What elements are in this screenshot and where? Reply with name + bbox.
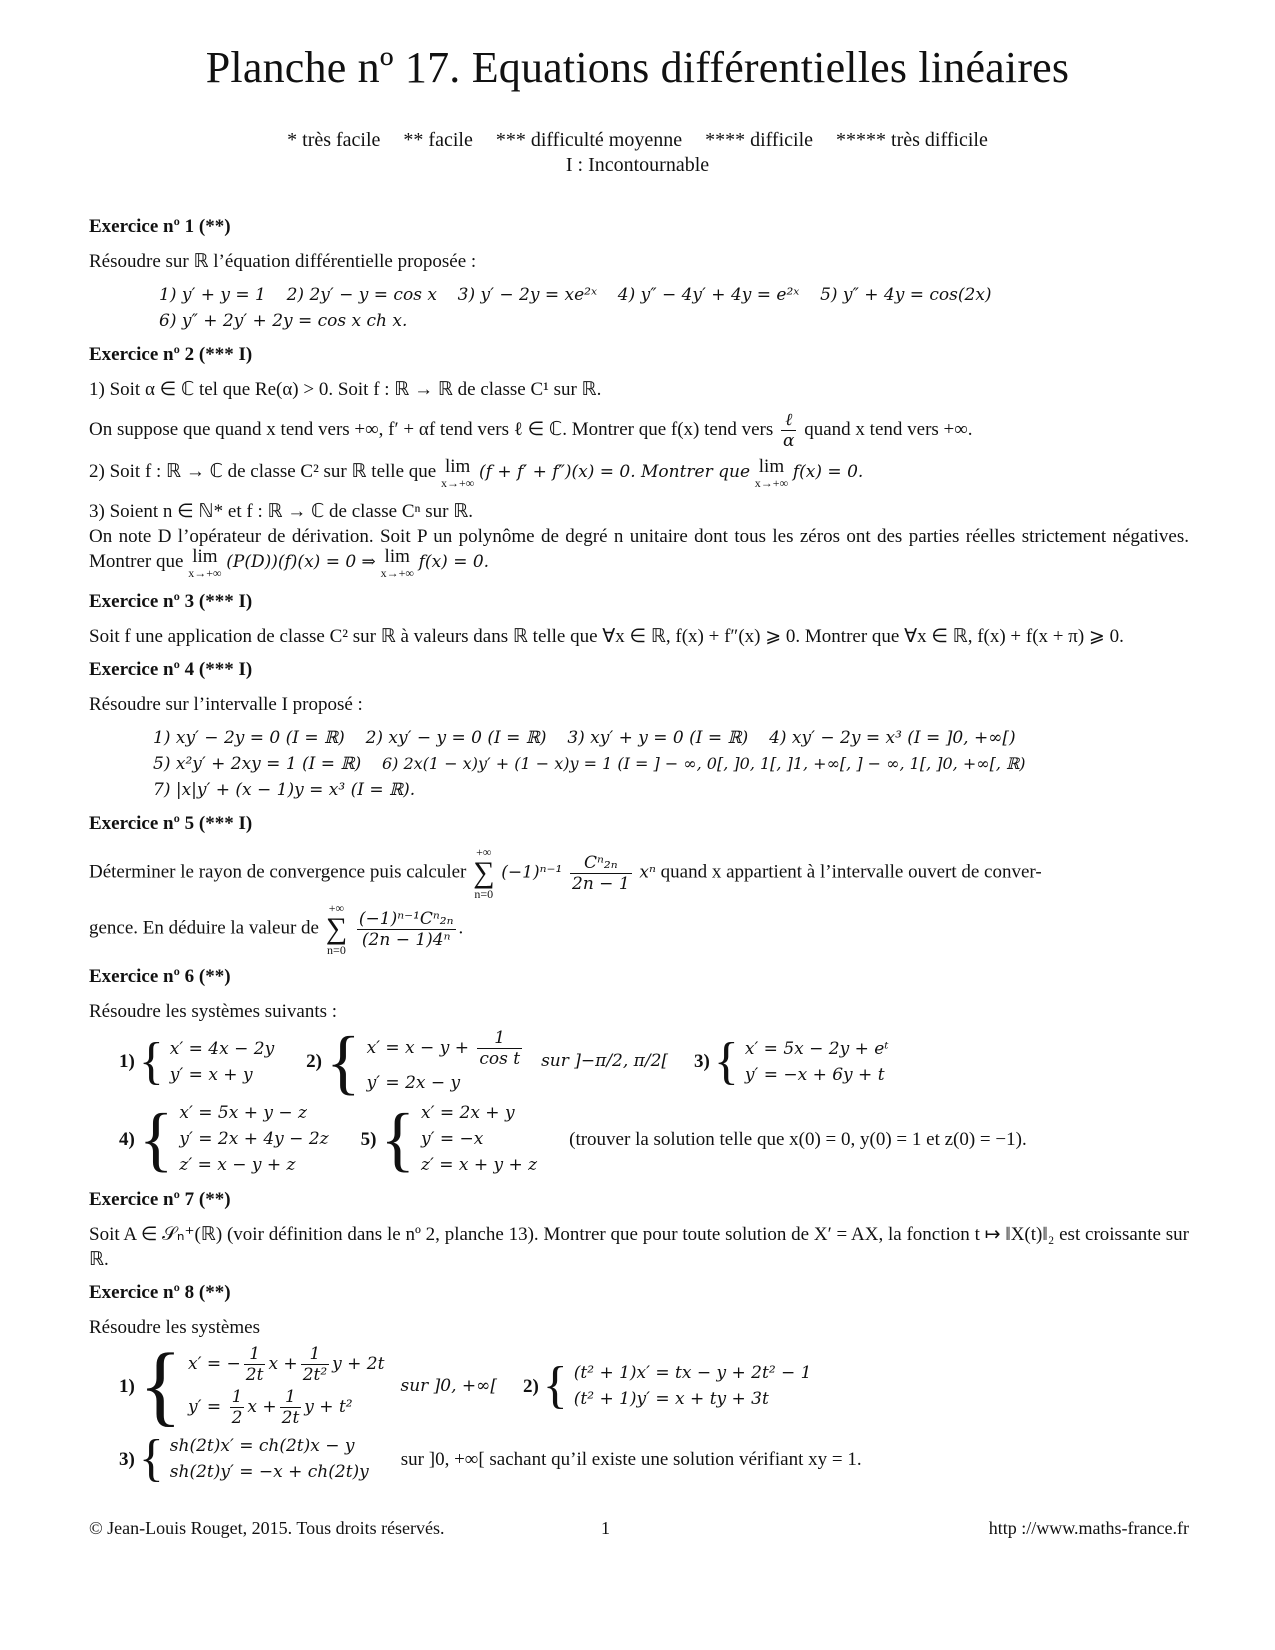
exercise-1-item: 3) y′ − 2y = xe²ˣ — [457, 285, 597, 305]
system-equation: z′ = x + y + z — [421, 1155, 538, 1175]
legend-medium: *** difficulté moyenne — [495, 129, 683, 151]
exercise-6-intro: Résoudre les systèmes suivants : — [89, 1001, 338, 1022]
exercise-4-item: 3) xy′ + y = 0 (I = ℝ) — [567, 728, 749, 748]
system-label: 3) — [694, 1051, 710, 1072]
limit-label: lim — [384, 546, 410, 567]
exercise-4-item: 1) xy′ − 2y = 0 (I = ℝ) — [153, 728, 345, 748]
exercise-5-xn: xⁿ — [639, 862, 656, 883]
system-equation: x′ = 4x − 2y — [169, 1038, 275, 1059]
system-label: 2) — [306, 1051, 322, 1072]
limit-subscript: x→+∞ — [188, 566, 222, 580]
limit — [440, 456, 475, 491]
fraction — [230, 1387, 245, 1428]
exercise-1-item: 4) y″ − 4y′ + 4y = e²ˣ — [617, 285, 800, 305]
system-equation — [184, 1344, 388, 1385]
system-equation: (t² + 1)y′ = x + ty + 3t — [573, 1389, 769, 1409]
system-8-1 — [182, 1342, 390, 1430]
sum-upper: +∞ — [328, 901, 345, 915]
fraction-numerator: ℓ — [781, 410, 796, 431]
system-8-3 — [164, 1432, 375, 1486]
limit-label: lim — [758, 456, 785, 477]
exercise-2-text: (f + f′ + f″)(x) = 0. Montrer que — [479, 462, 751, 482]
exercise-2-text: f(x) = 0. — [418, 552, 490, 572]
exercise-6-row-1 — [119, 1021, 1189, 1102]
exercise-2-heading: Exercice nº 2 (*** I) — [89, 344, 253, 365]
exercise-5-line-1 — [89, 846, 1189, 900]
fraction-denominator: 2t — [245, 1365, 264, 1385]
copyright: © Jean-Louis Rouget, 2015. Tous droits réservés. — [89, 1518, 445, 1538]
exercise-2-line-3 — [89, 456, 1189, 491]
fraction-denominator: cos t — [479, 1049, 521, 1069]
exercise-2-text: On note D l’opérateur de dérivation. Soit P un polynôme de degré n unitaire dont tous les zéros ont des parties réelles strictement négatives. Montrer que — [89, 526, 1189, 572]
system-5-note: (trouver la solution telle que x(0) = 0, y(0) = 1 et z(0) = −1). — [569, 1128, 1027, 1150]
limit — [188, 546, 222, 581]
legend-very-hard: ***** très difficile — [836, 129, 988, 151]
limit-label: lim — [444, 456, 471, 477]
system-4 — [173, 1099, 334, 1179]
left-brace-icon: { — [713, 1032, 739, 1090]
sum-symbol — [326, 902, 347, 956]
fraction-denominator: 2t — [281, 1408, 300, 1428]
exercise-5-text: quand x appartient à l’intervalle ouvert de conver- — [660, 861, 1042, 883]
equation-part: x′ = x − y + — [366, 1038, 469, 1058]
exercise-8-heading: Exercice nº 8 (**) — [89, 1282, 231, 1303]
limit — [754, 456, 789, 491]
fraction-denominator: (2n − 1)4ⁿ — [361, 929, 451, 950]
system-label: 1) — [119, 1051, 135, 1072]
system-equation: x′ = 5x − 2y + eᵗ — [744, 1038, 889, 1059]
left-brace-icon: { — [138, 1032, 164, 1090]
exercise-1-item: 1) y′ + y = 1 — [159, 285, 266, 305]
fraction — [301, 1344, 329, 1385]
fraction — [570, 853, 632, 894]
exercise-2-text: 2) Soit f : ℝ → ℂ de classe C² sur ℝ telle que — [89, 461, 437, 482]
exercise-5-sign: (−1)ⁿ⁻¹ — [501, 862, 563, 883]
fraction-numerator: 1 — [280, 1387, 302, 1408]
exercises — [89, 214, 1189, 1488]
exercise-1-item: 5) y″ + 4y = cos(2x) — [820, 285, 992, 305]
page-title: Planche nº 17. Equations différentielles linéaires — [205, 43, 1070, 92]
left-brace-icon: { — [138, 1430, 164, 1487]
exercise-2-line-2 — [89, 410, 1189, 451]
system-equation: z′ = x − y + z — [179, 1155, 296, 1175]
page-number: 1 — [601, 1518, 610, 1538]
system-equation: y′ = −x + 6y + t — [744, 1064, 885, 1085]
legend-hard: **** difficile — [705, 129, 814, 151]
fraction-denominator: 2n − 1 — [572, 873, 630, 894]
interval-note: sur ]0, +∞[ — [400, 1375, 497, 1396]
fraction — [477, 1028, 522, 1069]
system-equation: x′ = 5x + y − z — [179, 1103, 307, 1123]
system-equation: y′ = −x — [421, 1129, 484, 1149]
exercise-3-heading: Exercice nº 3 (*** I) — [89, 591, 253, 612]
equation-part: x′ = − — [188, 1354, 241, 1374]
fraction — [280, 1387, 302, 1428]
left-brace-icon: { — [138, 1336, 183, 1435]
system-equation: sh(2t)x′ = ch(2t)x − y — [169, 1436, 355, 1456]
left-brace-icon: { — [542, 1357, 568, 1414]
system-label: 2) — [522, 1375, 539, 1397]
fraction-denominator: α — [783, 431, 795, 451]
fraction-numerator: 1 — [244, 1344, 266, 1365]
exercise-7-heading: Exercice nº 7 (**) — [89, 1189, 231, 1210]
system-2 — [361, 1026, 532, 1097]
exercise-7-text: Soit A ∈ 𝒮ₙ⁺(ℝ) (voir définition dans le nº 2, planche 13). Montrer que pour toute solution de X′ = AX, la fonction t ↦ ‖X(t)‖₂ est croissante sur ℝ. — [89, 1224, 1189, 1270]
fraction-numerator: Cⁿ₂ₙ — [570, 853, 632, 874]
fraction-numerator: 1 — [477, 1028, 522, 1049]
legend-incontournable: I : Incontournable — [565, 154, 710, 176]
left-brace-icon: { — [380, 1099, 415, 1179]
exercise-5-heading: Exercice nº 5 (*** I) — [89, 813, 253, 834]
exercise-4-item: 6) 2x(1 − x)y′ + (1 − x)y = 1 (I = ] − ∞, 0[, ]0, 1[, ]1, +∞[, ] − ∞, 1[, ]0, +∞[, ℝ) — [381, 754, 1026, 773]
fraction-denominator: 2 — [231, 1408, 243, 1428]
legend-easy: ** facile — [403, 129, 473, 151]
fraction-denominator: 2t² — [302, 1365, 328, 1385]
system-equation: sh(2t)y′ = −x + ch(2t)y — [169, 1462, 369, 1482]
difficulty-legend — [0, 128, 1275, 178]
exercise-8-row-1 — [119, 1336, 1189, 1435]
system-5 — [415, 1099, 543, 1179]
system-equation — [363, 1028, 530, 1069]
left-brace-icon: { — [138, 1099, 174, 1179]
exercise-5-text: gence. En déduire la valeur de — [89, 917, 319, 939]
exercise-4-item: 5) x²y′ + 2xy = 1 (I = ℝ) — [153, 754, 362, 774]
system-8-2 — [568, 1359, 818, 1413]
interval-note: sur ]−π/2, π/2[ — [541, 1051, 669, 1071]
system-equation: y′ = x + y — [169, 1064, 253, 1085]
equation-part: y + t² — [304, 1397, 353, 1417]
system-equation: x′ = 2x + y — [421, 1103, 515, 1123]
fraction-l-over-alpha — [781, 410, 796, 451]
sum-lower: n=0 — [327, 943, 346, 957]
limit-label: lim — [192, 546, 218, 567]
system-label: 4) — [119, 1128, 135, 1150]
limit — [380, 546, 414, 581]
fraction — [244, 1344, 266, 1385]
equation-part: x + — [268, 1354, 298, 1374]
exercise-4-item: 4) xy′ − 2y = x³ (I = ]0, +∞[) — [769, 728, 1016, 748]
exercise-4-item: 2) xy′ − y = 0 (I = ℝ) — [365, 728, 547, 748]
equation-part: y′ = — [188, 1397, 222, 1417]
limit-subscript: x→+∞ — [440, 476, 475, 490]
limit-subscript: x→+∞ — [754, 476, 789, 490]
system-equation: y′ = 2x + 4y − 2z — [179, 1129, 329, 1149]
fraction-numerator: 1 — [231, 1387, 243, 1407]
equation-part: x + — [247, 1397, 277, 1417]
system-3 — [739, 1035, 895, 1089]
system-label: 5) — [360, 1128, 377, 1150]
system-equation: y′ = 2x − y — [366, 1073, 461, 1093]
system-equation — [184, 1387, 388, 1428]
period: . — [458, 917, 464, 939]
exercise-8-row-2 — [119, 1432, 1189, 1486]
exercise-1-item: 2) 2y′ − y = cos x — [286, 285, 437, 305]
fraction-numerator: (−1)ⁿ⁻¹Cⁿ₂ₙ — [358, 908, 454, 929]
sigma-icon: ∑ — [473, 856, 495, 889]
exercise-1-intro: Résoudre sur ℝ l’équation différentielle proposée : — [89, 251, 477, 272]
exercise-4-items — [153, 725, 1189, 803]
exercise-2-text: quand x tend vers +∞. — [804, 418, 973, 440]
exercise-2-line-5 — [89, 524, 1189, 581]
exercise-1-items — [159, 282, 1189, 334]
sum-lower: n=0 — [474, 887, 494, 901]
exercise-2-line-4: 3) Soient n ∈ ℕ* et f : ℝ → ℂ de classe Cⁿ sur ℝ. — [89, 501, 474, 522]
exercise-4-heading: Exercice nº 4 (*** I) — [89, 659, 253, 680]
limit-subscript: x→+∞ — [380, 566, 414, 580]
exercise-6-heading: Exercice nº 6 (**) — [89, 966, 231, 987]
system-equation: (t² + 1)x′ = tx − y + 2t² − 1 — [573, 1363, 812, 1383]
exercise-5-text: Déterminer le rayon de convergence puis calculer — [89, 861, 467, 883]
equation-part: y + 2t — [332, 1354, 385, 1374]
system-8-3-note: sur ]0, +∞[ sachant qu’il existe une solution vérifiant xy = 1. — [400, 1448, 862, 1470]
exercise-6-row-2 — [119, 1099, 1189, 1179]
system-label: 3) — [119, 1448, 135, 1470]
exercise-2-text: (P(D))(f)(x) = 0 ⇒ — [226, 552, 376, 572]
exercise-4-intro: Résoudre sur l’intervalle I proposé : — [89, 694, 363, 715]
exercise-1-heading: Exercice nº 1 (**) — [89, 216, 231, 237]
fraction-numerator: 1 — [301, 1344, 329, 1365]
sigma-icon: ∑ — [325, 912, 348, 945]
fraction — [357, 909, 456, 950]
system-1 — [164, 1035, 280, 1089]
exercise-1-item: 6) y″ + 2y′ + 2y = cos x ch x. — [159, 311, 408, 331]
exercise-3-text: Soit f une application de classe C² sur ℝ à valeurs dans ℝ telle que ∀x ∈ ℝ, f(x) + f″(x) ⩾ 0. Montrer que ∀x ∈ ℝ, f(x) + f(x + π) ⩾ 0. — [89, 626, 1124, 647]
exercise-2-text: f(x) = 0. — [792, 462, 864, 482]
exercise-2-line-1: 1) Soit α ∈ ℂ tel que Re(α) > 0. Soit f : ℝ → ℝ de classe C¹ sur ℝ. — [89, 379, 602, 400]
legend-very-easy: * très facile — [287, 129, 381, 151]
left-brace-icon: { — [326, 1021, 361, 1102]
exercise-5-line-2 — [89, 902, 1189, 956]
exercise-4-item: 7) |x|y′ + (x − 1)y = x³ (I = ℝ). — [153, 780, 416, 800]
system-label: 1) — [119, 1375, 135, 1397]
exercise-8-intro: Résoudre les systèmes — [89, 1317, 260, 1338]
exercise-2-text: On suppose que quand x tend vers +∞, f′ + αf tend vers ℓ ∈ ℂ. Montrer que f(x) tend vers — [89, 418, 774, 440]
sum-upper: +∞ — [476, 845, 492, 859]
sum-symbol — [473, 846, 494, 900]
website-link[interactable]: http ://www.maths-france.fr — [988, 1518, 1189, 1538]
